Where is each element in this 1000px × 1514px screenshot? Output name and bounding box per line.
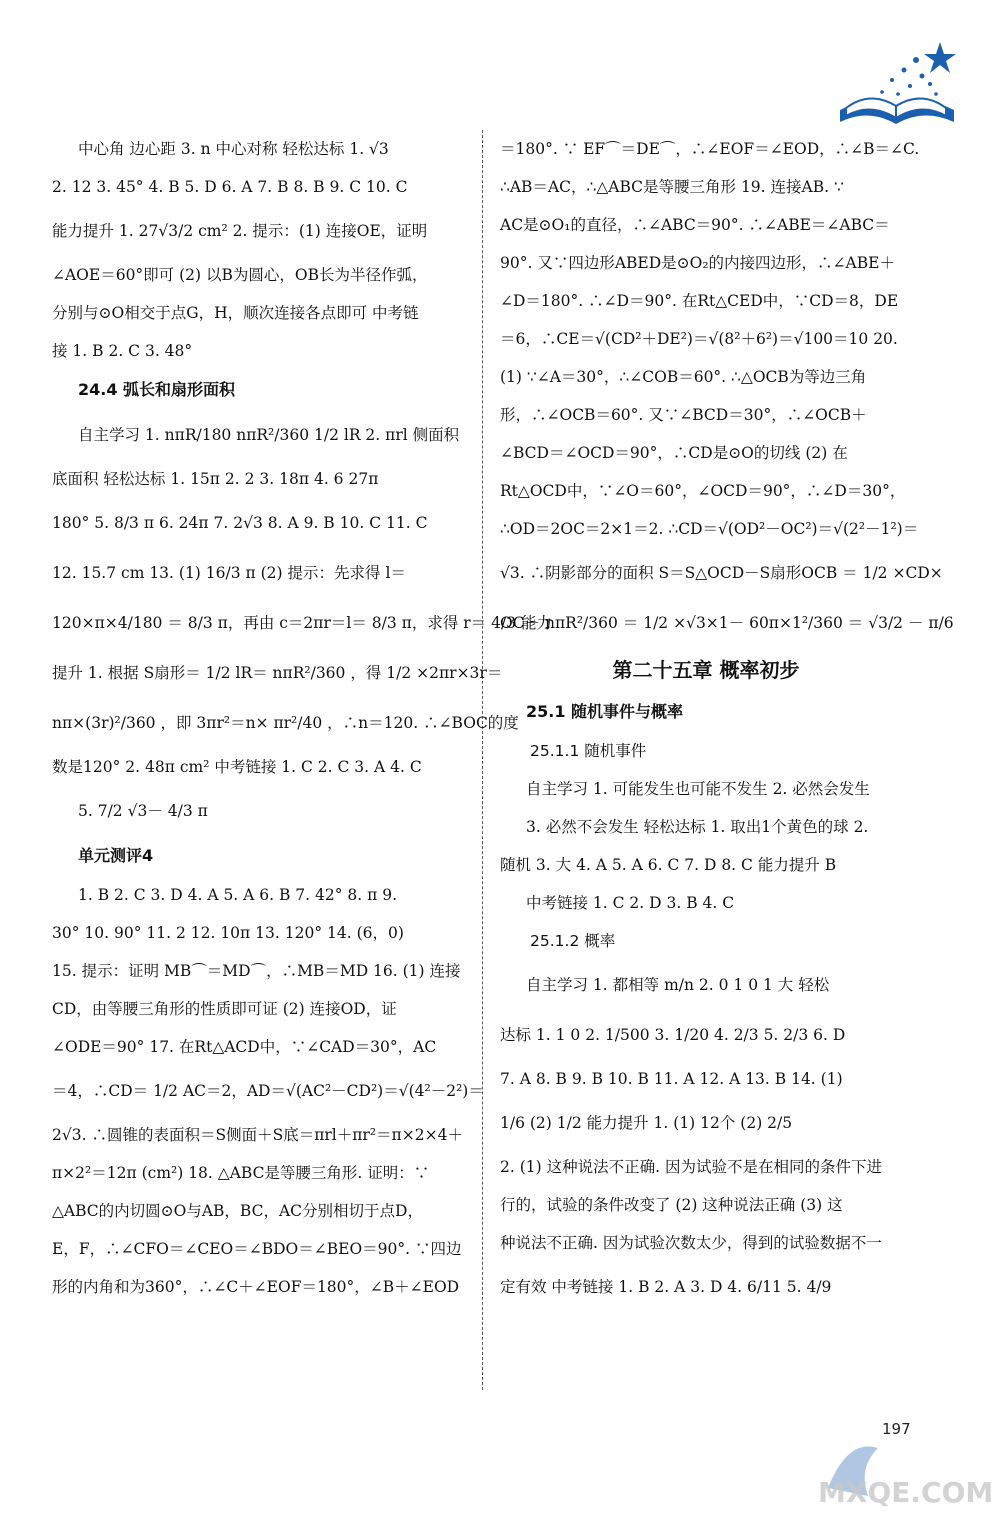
- page-number: 197: [882, 1420, 911, 1438]
- text-line: ∠ODE＝90° 17. 在Rt△ACD中，∵∠CAD＝30°，AC: [52, 1038, 437, 1056]
- text-line: 自主学习 1. nπR/180 nπR²/360 1/2 lR 2. πrl 侧面积: [78, 426, 460, 444]
- text-line: 达标 1. 1 0 2. 1/500 3. 1/20 4. 2/3 5. 2/3 6. D: [500, 1026, 846, 1044]
- text-line: ∴AB＝AC，∴△ABC是等腰三角形 19. 连接AB. ∵: [500, 178, 844, 196]
- text-line: ∠AOE＝60°即可 (2) 以B为圆心，OB长为半径作弧，: [52, 266, 428, 284]
- text-line: (1) ∵∠A＝30°，∴∠COB＝60°. ∴△OCB为等边三角: [500, 368, 867, 386]
- text-line: ∠D＝180°. ∴∠D＝90°. 在Rt△CED中，∵CD＝8，DE: [500, 292, 899, 310]
- text-line: 1. B 2. C 3. D 4. A 5. A 6. B 7. 42° 8. π 9.: [78, 886, 398, 904]
- text-line: Rt△OCD中，∵∠O＝60°，∠OCD＝90°，∴∠D＝30°，: [500, 482, 906, 500]
- text-line: AC是⊙O₁的直径，∴∠ABC＝90°. ∴∠ABE＝∠ABC＝: [500, 216, 890, 234]
- text-line: 90°. 又∵四边形ABED是⊙O₂的内接四边形，∴∠ABE＋: [500, 254, 895, 272]
- text-line: 中考链接 1. C 2. D 3. B 4. C: [526, 894, 735, 912]
- left-column: [52, 130, 552, 1306]
- text-line: ＝4，∴CD＝ 1/2 AC＝2，AD＝√(AC²－CD²)＝√(4²－2²)＝: [52, 1082, 484, 1100]
- book-stars-logo: [832, 38, 962, 130]
- svg-text:MXQE.COM: MXQE.COM: [818, 1476, 993, 1509]
- text-line: 形的内角和为360°，∴∠C＋∠EOF＝180°，∠B＋∠EOD: [52, 1278, 460, 1296]
- text-line: 1/6 (2) 1/2 能力提升 1. (1) 12个 (2) 2/5: [500, 1114, 793, 1132]
- text-line: ＝180°. ∵ EF⌒＝DE⌒，∴∠EOF＝∠EOD，∴∠B＝∠C.: [500, 140, 920, 158]
- text-line: ＝6，∴CE＝√(CD²＋DE²)＝√(8²＋6²)＝√100＝10 20.: [500, 330, 898, 348]
- text-line: 自主学习 1. 可能发生也可能不发生 2. 必然会发生: [526, 780, 870, 798]
- text-line: 12. 15.7 cm 13. (1) 16/3 π (2) 提示：先求得 l＝: [52, 564, 406, 582]
- text-line: 5. 7/2 √3－ 4/3 π: [78, 802, 208, 820]
- text-line: 形，∴∠OCB＝60°. 又∵∠BCD＝30°，∴∠OCB＋: [500, 406, 867, 424]
- text-line: 15. 提示：证明 MB⌒＝MD⌒，∴MB＝MD 16. (1) 连接: [52, 962, 461, 980]
- text-line: 接 1. B 2. C 3. 48°: [52, 342, 193, 360]
- text-line: 7. A 8. B 9. B 10. B 11. A 12. A 13. B 14. (1): [500, 1070, 843, 1088]
- text-line: 2. 12 3. 45° 4. B 5. D 6. A 7. B 8. B 9. C 10. C: [52, 178, 408, 196]
- text-line: 30° 10. 90° 11. 2 12. 10π 13. 120° 14. (6，0): [52, 924, 404, 942]
- subsection-heading: 25.1.1 随机事件: [530, 742, 647, 760]
- text-line: OC－ nπR²/360 ＝ 1/2 ×√3×1－ 60π×1²/360 ＝ √3/2 － π/6: [500, 614, 954, 632]
- column-divider: [482, 130, 483, 1390]
- text-line: nπ×(3r)²/360 ，即 3πr²＝n× πr²/40 ，∴n＝120. ∴∠BOC的度: [52, 714, 519, 732]
- text-line: 180° 5. 8/3 π 6. 24π 7. 2√3 8. A 9. B 10. C 11. C: [52, 514, 428, 532]
- text-line: 定有效 中考链接 1. B 2. A 3. D 4. 6/11 5. 4/9: [500, 1278, 832, 1296]
- right-column: [500, 130, 954, 1312]
- text-line: △ABC的内切圆⊙O与AB，BC，AC分别相切于点D，: [52, 1202, 423, 1220]
- text-line: 随机 3. 大 4. A 5. A 6. C 7. D 8. C 能力提升 B: [500, 856, 837, 874]
- text-line: 种说法不正确. 因为试验次数太少，得到的试验数据不一: [500, 1234, 882, 1252]
- text-line: 中心角 边心距 3. n 中心对称 轻松达标 1. √3: [78, 140, 389, 158]
- text-line: ∠BCD＝∠OCD＝90°，∴CD是⊙O的切线 (2) 在: [500, 444, 848, 462]
- text-line: 120×π×4/180 ＝ 8/3 π，再由 c＝2πr＝l＝ 8/3 π，求得 r＝ 4/3 能力: [52, 614, 552, 632]
- text-line: 分别与⊙O相交于点G，H，顺次连接各点即可 中考链: [52, 304, 419, 322]
- text-line: 自主学习 1. 都相等 m/n 2. 0 1 0 1 大 轻松: [526, 976, 830, 994]
- text-line: 行的，试验的条件改变了 (2) 这种说法正确 (3) 这: [500, 1196, 843, 1214]
- text-line: 2√3. ∴圆锥的表面积＝S侧面＋S底＝πrl＋πr²＝π×2×4＋: [52, 1126, 463, 1144]
- text-line: √3. ∴阴影部分的面积 S＝S△OCD－S扇形OCB ＝ 1/2 ×CD×: [500, 564, 943, 582]
- section-heading: 24.4 弧长和扇形面积: [78, 380, 236, 399]
- watermark-logo: [808, 1418, 993, 1510]
- text-line: 提升 1. 根据 S扇形＝ 1/2 lR＝ nπR²/360 ，得 1/2 ×2πr×3r＝: [52, 664, 503, 682]
- section-heading: 单元测评4: [78, 846, 154, 865]
- text-line: CD，由等腰三角形的性质即可证 (2) 连接OD，证: [52, 1000, 397, 1018]
- text-line: E，F，∴∠CFO＝∠CEO＝∠BDO＝∠BEO＝90°. ∵四边: [52, 1240, 462, 1258]
- section-heading: 25.1 随机事件与概率: [526, 702, 684, 721]
- text-line: 3. 必然不会发生 轻松达标 1. 取出1个黄色的球 2.: [526, 818, 869, 836]
- text-line: 能力提升 1. 27√3/2 cm² 2. 提示：(1) 连接OE，证明: [52, 222, 428, 240]
- subsection-heading: 25.1.2 概率: [530, 932, 616, 950]
- text-line: 数是120° 2. 48π cm² 中考链接 1. C 2. C 3. A 4. C: [52, 758, 422, 776]
- chapter-title: 第二十五章 概率初步: [612, 658, 800, 682]
- text-line: 2. (1) 这种说法不正确. 因为试验不是在相同的条件下进: [500, 1158, 882, 1176]
- text-line: π×2²＝12π (cm²) 18. △ABC是等腰三角形. 证明：∵: [52, 1164, 430, 1182]
- text-line: 底面积 轻松达标 1. 15π 2. 2 3. 18π 4. 6 27π: [52, 470, 379, 488]
- text-line: ∴OD＝2OC＝2×1＝2. ∴CD＝√(OD²－OC²)＝√(2²－1²)＝: [500, 520, 919, 538]
